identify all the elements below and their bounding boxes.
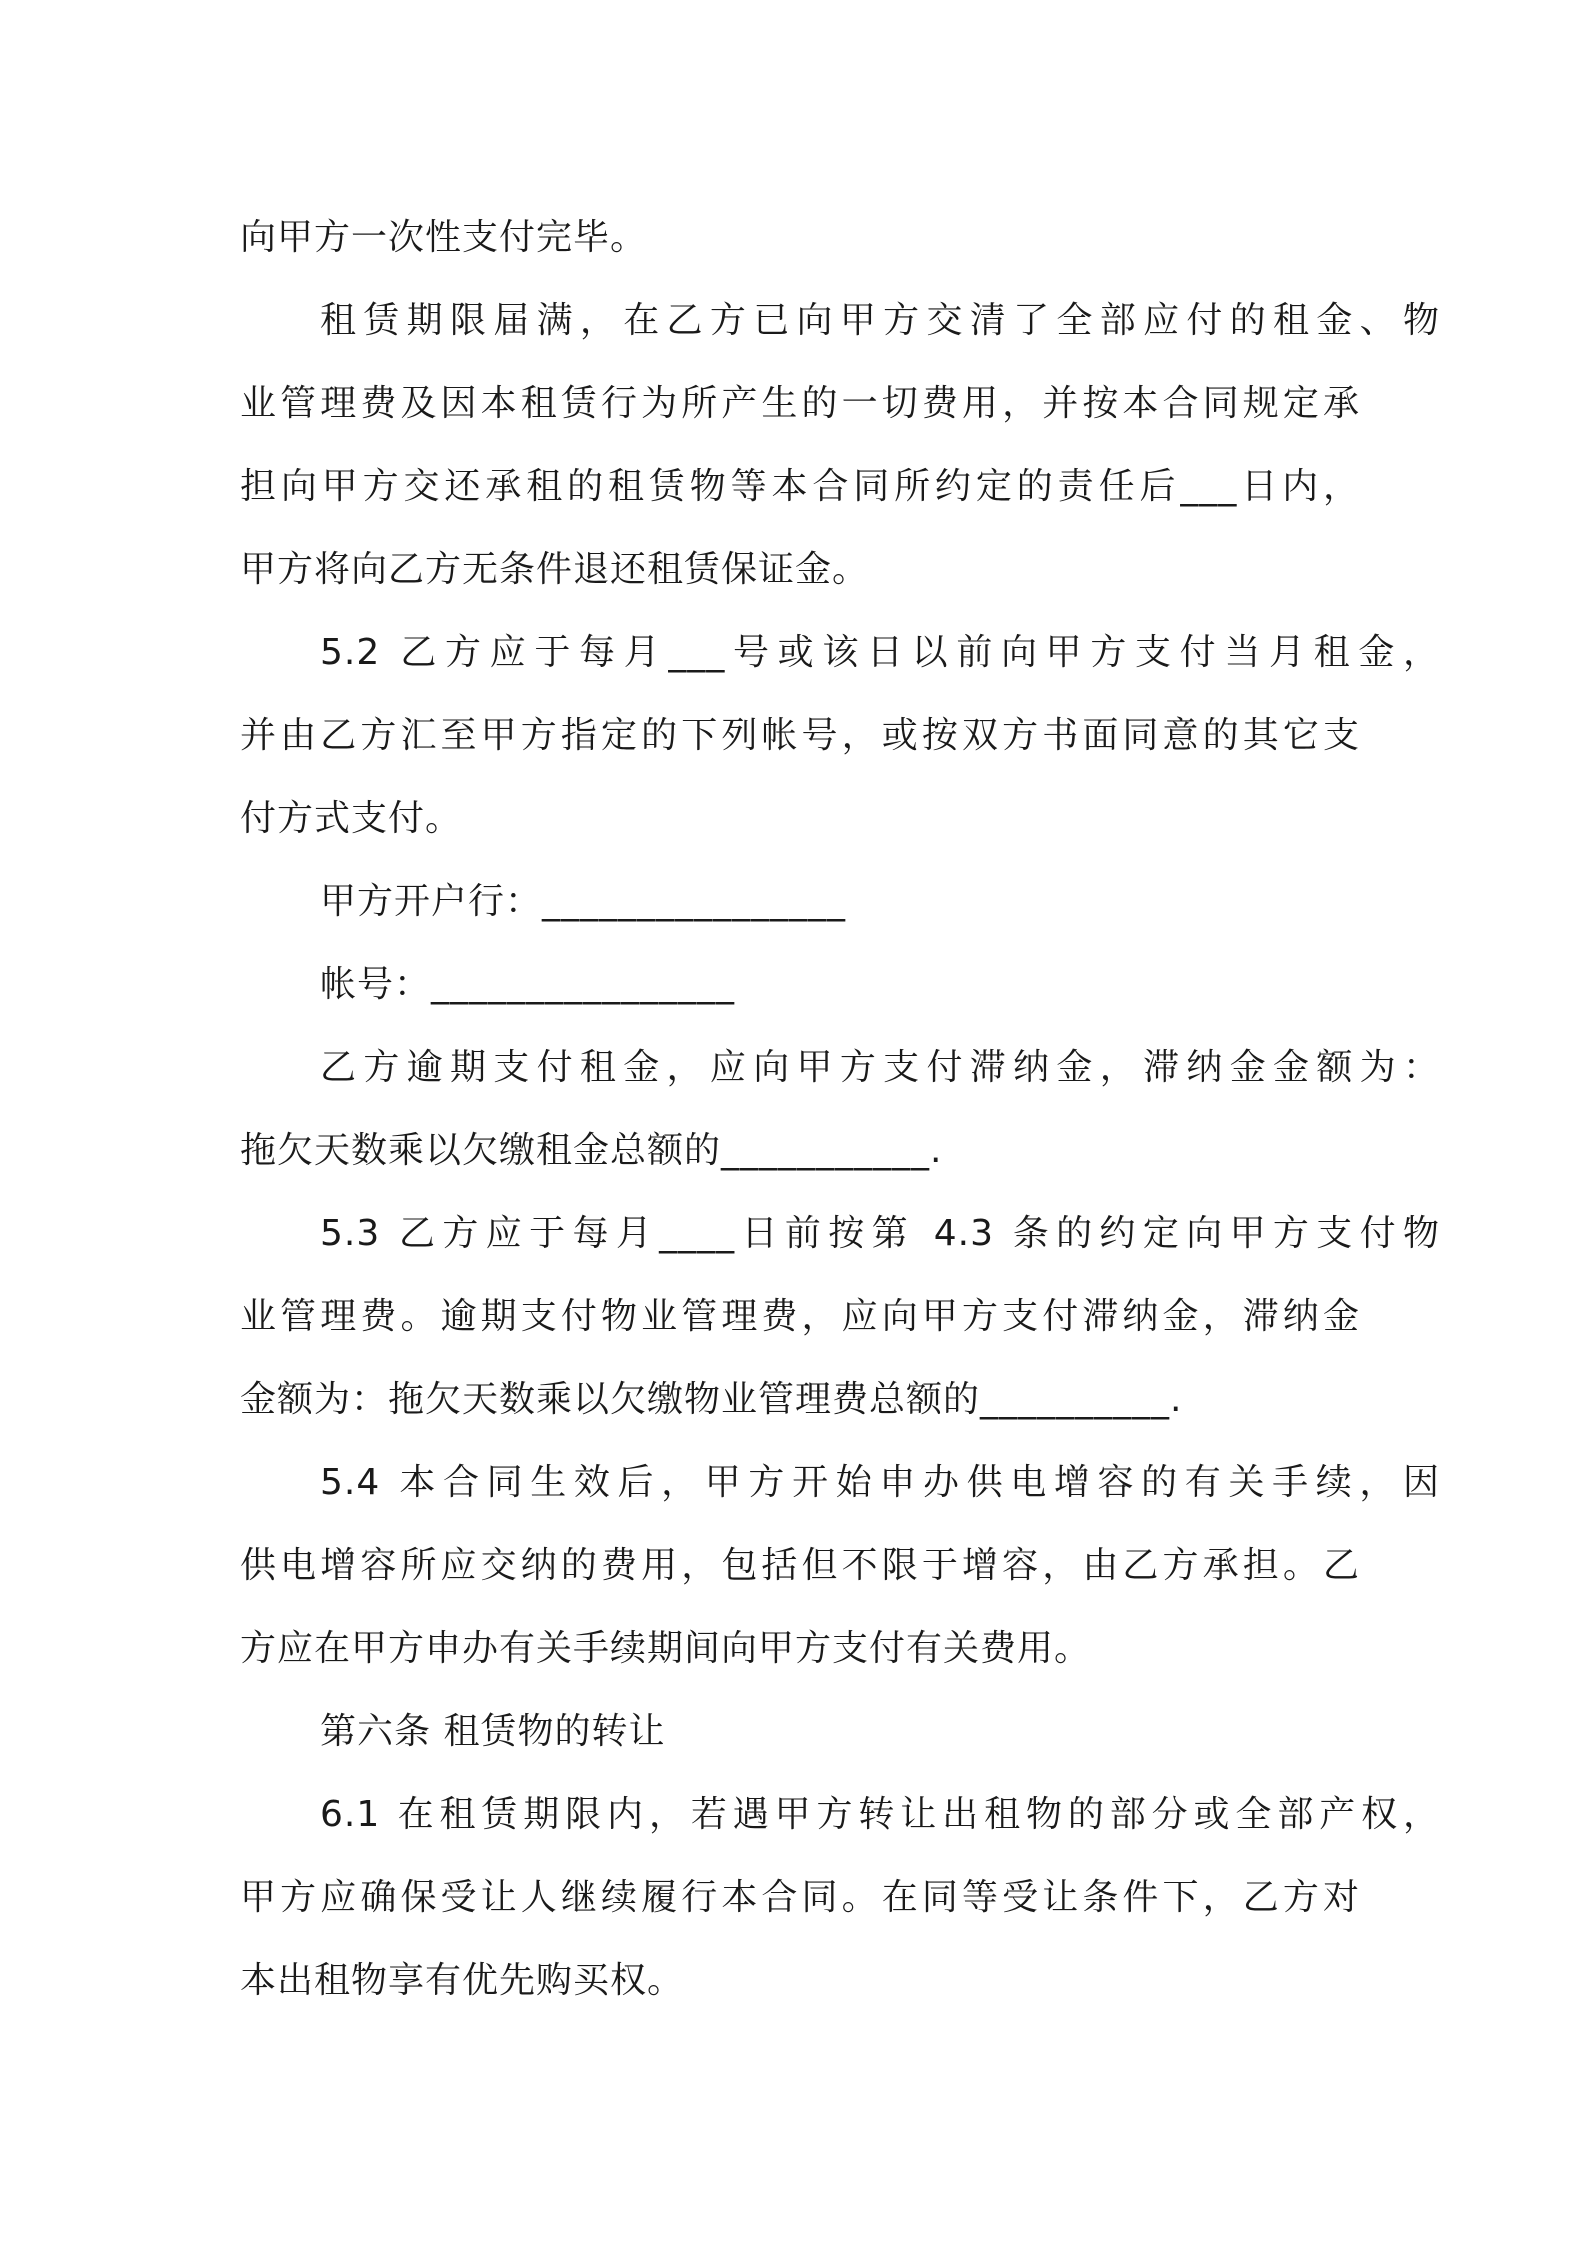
- text-line: 拖欠天数乘以欠缴租金总额的___________.: [240, 1130, 943, 1171]
- text-line: 5.2 乙方应于每月___号或该日以前向甲方支付当月租金，: [320, 632, 1440, 673]
- text-line: 租赁期限届满，在乙方已向甲方交清了全部应付的租金、物: [320, 300, 1440, 341]
- text-line: 甲方应确保受让人继续履行本合同。在同等受让条件下，乙方对: [240, 1877, 1360, 1918]
- document-body: [240, 196, 1440, 2022]
- text-line: 方应在甲方申办有关手续期间向甲方支付有关费用。: [240, 1628, 1092, 1669]
- text-line: 向甲方一次性支付完毕。: [240, 217, 648, 258]
- text-line: 金额为：拖欠天数乘以欠缴物业管理费总额的__________.: [240, 1379, 1183, 1420]
- text-line: 5.3 乙方应于每月____日前按第 4.3 条的约定向甲方支付物: [320, 1213, 1440, 1254]
- text-line: 付方式支付。: [240, 798, 463, 839]
- bank-field-line: 甲方开户行：________________: [320, 881, 847, 922]
- text-line: 5.4 本合同生效后，甲方开始申办供电增容的有关手续，因: [320, 1462, 1440, 1503]
- text-line: 供电增容所应交纳的费用，包括但不限于增容，由乙方承担。乙: [240, 1545, 1360, 1586]
- text-line: 乙方逾期支付租金，应向甲方支付滞纳金，滞纳金金额为：: [320, 1047, 1440, 1088]
- text-line: 并由乙方汇至甲方指定的下列帐号，或按双方书面同意的其它支: [240, 715, 1360, 756]
- text-line: 甲方将向乙方无条件退还租赁保证金。: [240, 549, 870, 590]
- account-field-line: 帐号：________________: [320, 964, 736, 1005]
- text-line: 本出租物享有优先购买权。: [240, 1960, 685, 2001]
- text-line: 担向甲方交还承租的租赁物等本合同所约定的责任后___日内，: [240, 466, 1360, 507]
- text-line: 6.1 在租赁期限内，若遇甲方转让出租物的部分或全部产权，: [320, 1794, 1440, 1835]
- text-line: 业管理费及因本租赁行为所产生的一切费用，并按本合同规定承: [240, 383, 1360, 424]
- text-line: 业管理费。逾期支付物业管理费，应向甲方支付滞纳金，滞纳金: [240, 1296, 1360, 1337]
- section-heading: 第六条 租赁物的转让: [320, 1711, 666, 1752]
